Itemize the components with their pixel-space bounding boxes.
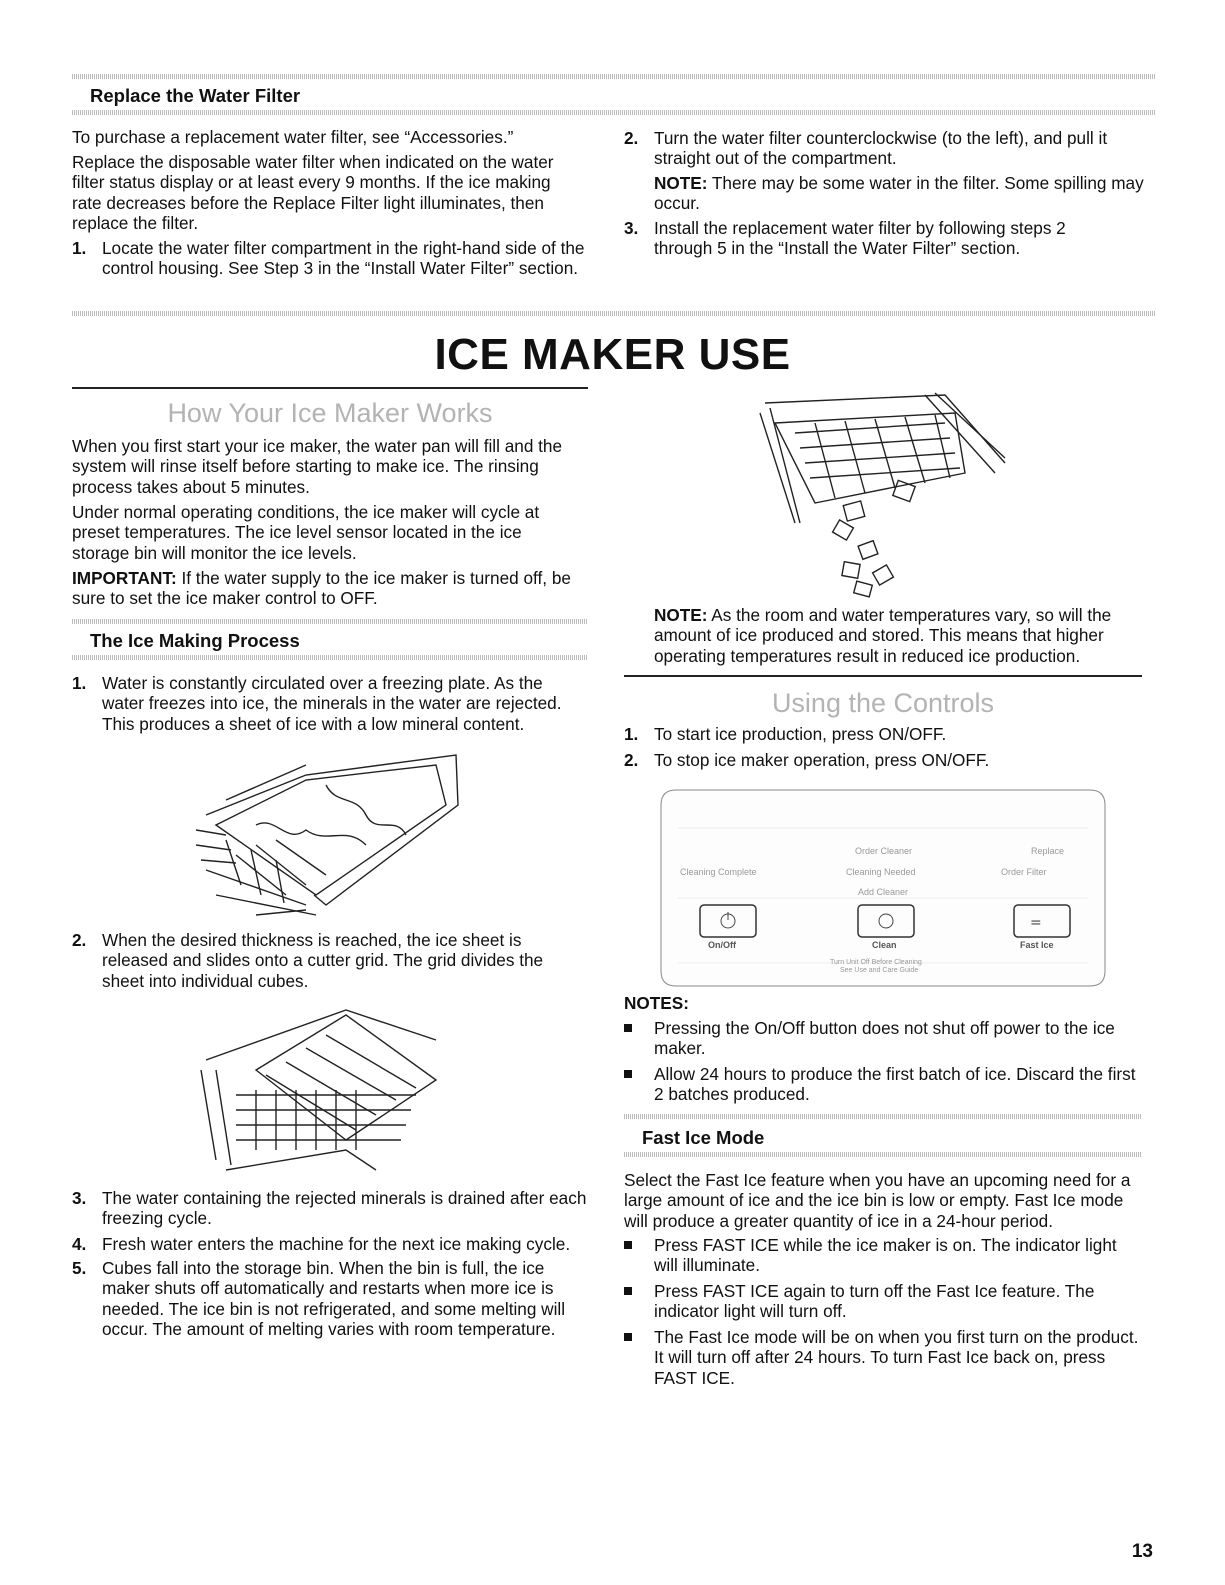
step-number: 2. (624, 128, 639, 148)
fast-ice-hatch-top (624, 1114, 1142, 1119)
ice-process-hatch-top (72, 619, 588, 624)
see-guide-note: See Use and Care Guide (840, 967, 919, 974)
how-works-top-rule (72, 387, 588, 389)
controls-note-1: Pressing the On/Off button does not shut off power to the ice maker. (654, 1018, 1115, 1059)
step-number: 5. (72, 1258, 87, 1278)
step-number: 2. (624, 750, 639, 770)
section-hatch-rule (72, 311, 1155, 316)
cleaning-needed-label: Cleaning Needed (846, 867, 916, 877)
right-note (654, 605, 1144, 666)
fast-ice-heading: Fast Ice Mode (642, 1127, 765, 1148)
fast-ice-bullet-2: Press FAST ICE again to turn off the Fast Ice feature. The indicator light will turn off. (654, 1281, 1095, 1322)
bullet (624, 1024, 632, 1032)
controls-step-2: To stop ice maker operation, press ON/OFF. (654, 750, 990, 770)
note-text: There may be some water in the filter. Some spilling may occur. (654, 173, 1144, 214)
how-works-p2: Under normal operating conditions, the ice maker will cycle at preset temperatures. The ice level sensor located in the ice storage bin will monitor the ice levels. (72, 502, 540, 563)
step-number: 1. (72, 673, 87, 693)
fast-ice-label: Fast Ice (1020, 940, 1054, 950)
page-number: 13 (1131, 1541, 1153, 1562)
notes-label: NOTES: (624, 993, 689, 1013)
turn-off-note: Turn Unit Off Before Cleaning (830, 959, 922, 966)
step-number: 3. (624, 218, 639, 238)
control-panel (658, 788, 1108, 988)
how-works-heading: How Your Ice Maker Works (167, 398, 493, 428)
important-label: IMPORTANT: (72, 568, 177, 588)
bullet (624, 1070, 632, 1078)
replace-filter-heading: Replace the Water Filter (90, 85, 301, 106)
clean-label: Clean (872, 940, 897, 950)
note-label: NOTE: (654, 173, 708, 193)
important-text: If the water supply to the ice maker is turned off, be sure to set the ice maker control to OFF. (72, 568, 571, 609)
ice-process-step-4: Fresh water enters the machine for the next ice making cycle. (102, 1234, 571, 1254)
note-text: As the room and water temperatures vary, so will the amount of ice produced and stored. This means that higher operating temperatures result in reduced ice production. (654, 605, 1112, 666)
step-number: 4. (72, 1234, 87, 1254)
order-cleaner-label: Order Cleaner (855, 846, 913, 856)
bullet (624, 1333, 632, 1341)
bullet (624, 1241, 632, 1249)
fast-ice-bullet-1: Press FAST ICE while the ice maker is on. The indicator light will illuminate. (654, 1235, 1117, 1276)
cleaning-complete-label: Cleaning Complete (680, 867, 757, 877)
controls-top-rule (624, 675, 1142, 677)
heading-hatch-rule (72, 110, 1155, 115)
cutter-grid-illustration (196, 1000, 466, 1175)
ice-cubes-illustration (755, 383, 1015, 598)
fast-ice-p1: Select the Fast Ice feature when you have an upcoming need for a large amount of ice and the ice bin is low or empty. Fast Ice mode will produce a greater quantity of ice in a 24-hour period. (624, 1170, 1131, 1231)
top-hatch-rule (72, 74, 1155, 79)
controls-step-1: To start ice production, press ON/OFF. (654, 724, 947, 744)
replace-filter-note (654, 173, 1144, 214)
ice-process-step-2: When the desired thickness is reached, the ice sheet is released and slides onto a cutter grid. The grid divides the sheet into individual cubes. (102, 930, 544, 991)
step-number: 1. (72, 238, 87, 258)
freezing-plate-illustration (196, 745, 466, 920)
controls-note-2: Allow 24 hours to produce the first batch of ice. Discard the first 2 batches produced. (654, 1064, 1136, 1105)
order-filter-label: Order Filter (1001, 867, 1047, 877)
note-label: NOTE: (654, 605, 708, 625)
replace-filter-step-1: Locate the water filter compartment in the right-hand side of the control housing. See Step 3 in the “Install Water Filter” section. (102, 238, 585, 279)
on-off-label: On/Off (708, 940, 736, 950)
add-cleaner-label: Add Cleaner (858, 887, 909, 897)
step-number: 2. (72, 930, 87, 950)
fast-ice-icon: = (1030, 915, 1042, 931)
fast-ice-hatch-bottom (624, 1152, 1142, 1157)
controls-heading: Using the Controls (771, 688, 995, 718)
step-number: 3. (72, 1188, 87, 1208)
how-works-p1: When you first start your ice maker, the water pan will fill and the system will rinse itself before starting to make ice. The rinsing process takes about 5 minutes. (72, 436, 563, 497)
how-works-important (72, 568, 582, 609)
replace-filter-p2: Replace the disposable water filter when indicated on the water filter status display or at least every 9 months. If the ice making rate decreases before the Replace Filter light illuminates, then replace the filter. (72, 152, 554, 234)
ice-process-step-5: Cubes fall into the storage bin. When the bin is full, the ice maker shuts off automatically and restarts when more ice is needed. The ice bin is not refrigerated, and some melting will occur. The amount of melting varies with room temperature. (102, 1258, 566, 1340)
ice-process-heading: The Ice Making Process (90, 630, 300, 651)
step-number: 1. (624, 724, 639, 744)
replace-filter-step-3: Install the replacement water filter by following steps 2 through 5 in the “Install the Water Filter” section. (654, 218, 1066, 259)
bullet (624, 1287, 632, 1295)
ice-process-hatch-bottom (72, 655, 588, 660)
replace-filter-p1: To purchase a replacement water filter, see “Accessories.” (72, 127, 514, 147)
ice-process-step-3: The water containing the rejected minerals is drained after each freezing cycle. (102, 1188, 587, 1229)
fast-ice-bullet-3: The Fast Ice mode will be on when you first turn on the product. It will turn off after 24 hours. To turn Fast Ice back on, press FAST ICE. (654, 1327, 1139, 1388)
replace-filter-step-2: Turn the water filter counterclockwise (to the left), and pull it straight out of the compartment. (654, 128, 1108, 169)
ice-process-step-1: Water is constantly circulated over a freezing plate. As the water freezes into ice, the minerals in the water are rejected. This produces a sheet of ice with a low mineral content. (102, 673, 562, 734)
replace-label: Replace (1031, 846, 1065, 856)
page-title: ICE MAKER USE (434, 330, 791, 379)
